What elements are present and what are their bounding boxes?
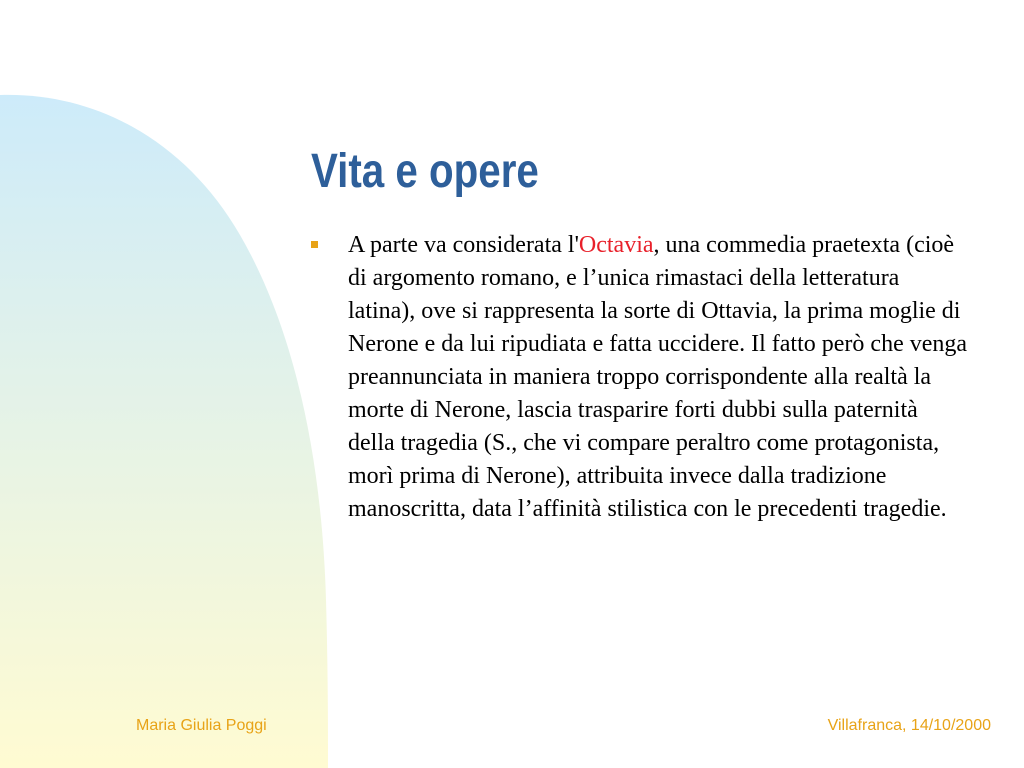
body-text-after: , una commedia praetexta (cioè di argomento romano, e l’unica rimastaci della letteratura latina), ove si rappresenta la sorte di Ottavia, la prima moglie di Nerone e da lui ripudiata e fatta uccidere. Il fatto però che venga preannunciata in maniera troppo corrispondente alla realtà la morte di Nerone, lascia trasparire forti dubbi sulla paternità della tragedia (S., che vi compare peraltro come protagonista, morì prima di Nerone), attribuita invece dalla tradizione manoscritta, data l’affinità stilistica con le precedenti tragedie. bbox=[348, 232, 968, 522]
body-text-before: A parte va considerata l' bbox=[348, 232, 579, 258]
footer-place-date: Villafranca, 14/10/2000 bbox=[827, 717, 991, 734]
footer-author: Maria Giulia Poggi bbox=[136, 717, 267, 734]
body-paragraph bbox=[348, 229, 968, 526]
slide-body bbox=[311, 229, 971, 526]
square-bullet-icon bbox=[311, 241, 318, 248]
body-highlight-octavia: Octavia bbox=[578, 232, 654, 258]
slide-title: Vita e opere bbox=[311, 145, 539, 198]
